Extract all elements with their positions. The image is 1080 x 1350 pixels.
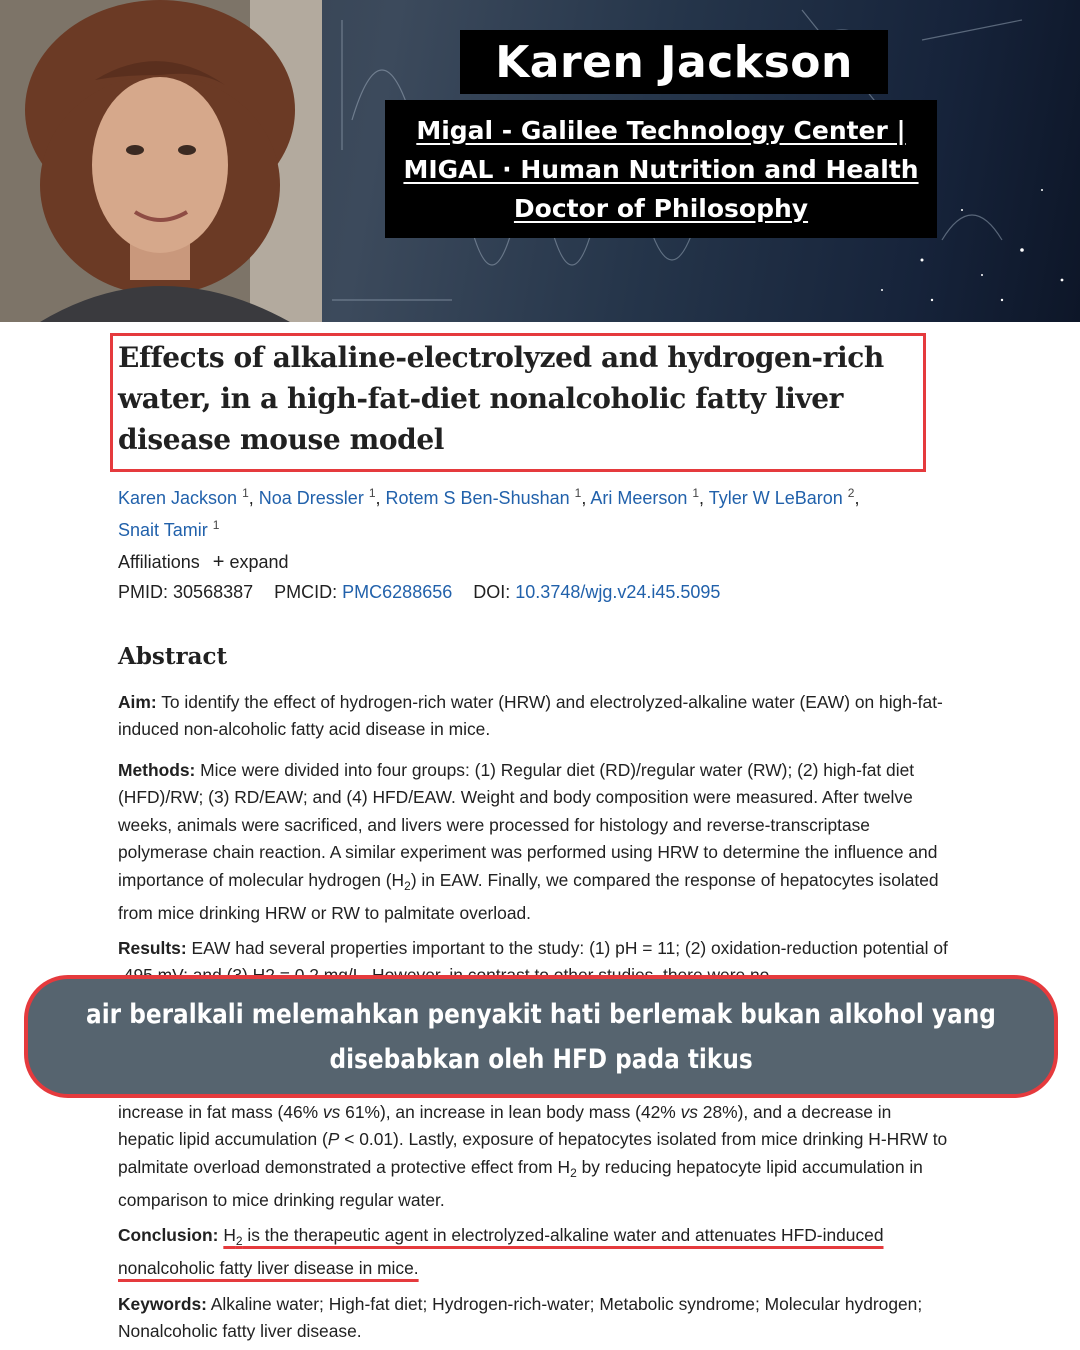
doi-label: DOI: [473, 582, 511, 602]
affiliations-toggle[interactable] [118, 550, 289, 574]
aim-text: To identify the effect of hydrogen-rich water (HRW) and electrolyzed-alkaline water (EAW) on high-fat-induced non-alcoholic fatty acid disease in mice. [118, 692, 943, 740]
keywords-label: Keywords: [118, 1294, 207, 1314]
abstract-keywords [118, 1291, 948, 1346]
author-link[interactable]: Rotem S Ben-Shushan [385, 488, 570, 508]
affiliation-line-2[interactable]: MIGAL · Human Nutrition and Health [403, 154, 919, 184]
affiliation-line-1[interactable]: Migal - Galilee Technology Center | [416, 115, 906, 145]
results-text-part: increase in fat mass (46% [118, 1102, 323, 1122]
results-text-part: 61%), an increase in lean body mass (42% [340, 1102, 681, 1122]
caption-line-2: disebabkan oleh HFD pada tikus [329, 1043, 753, 1075]
subscript: 2 [235, 1234, 243, 1248]
pmcid-link[interactable]: PMC6288656 [342, 582, 453, 602]
pmid-label: PMID: [118, 582, 169, 602]
pmcid-label: PMCID: [274, 582, 338, 602]
results-p-value-label: P [327, 1129, 340, 1150]
author-link[interactable]: Ari Meerson [590, 488, 688, 508]
conclusion-h: H [223, 1225, 236, 1245]
header-banner [0, 0, 1080, 322]
person-name: Karen Jackson [495, 36, 853, 88]
results-text-part: 28%), and a decrease in hepatic lipid accumulation ( [118, 1102, 892, 1150]
abstract-results-continued [118, 1099, 948, 1215]
portrait-photo [0, 0, 322, 322]
author-affiliation-number: 1 [212, 518, 220, 532]
abstract-heading: Abstract [118, 643, 228, 670]
abstract-methods [118, 757, 948, 927]
conclusion-underlined-text [118, 1225, 884, 1278]
results-text-part: by reducing hepatocyte lipid accumulation in comparison to mice drinking regular water. [118, 1156, 923, 1211]
author-affiliation-number: 1 [692, 486, 700, 500]
author-link[interactable]: Tyler W LeBaron [708, 488, 843, 508]
expand-label: expand [229, 552, 289, 572]
author-affiliation-number: 1 [242, 486, 249, 500]
article-title: Effects of alkaline-electrolyzed and hydrogen-rich water, in a high-fat-diet nonalcoholic fatty liver disease mouse model [118, 341, 884, 456]
pmid-value: 30568387 [173, 582, 254, 602]
results-text-part: < 0.01). Lastly, exposure of hepatocytes isolated from mice drinking H-HRW to palmitate overload demonstrated a protective effect from H [118, 1129, 948, 1177]
results-vs: vs [322, 1102, 341, 1122]
affiliation-line-3[interactable]: Doctor of Philosophy [513, 193, 809, 223]
abstract-aim [118, 689, 948, 744]
methods-text: Mice were divided into four groups: (1) Regular diet (RD)/regular water (RW); (2) high-fat diet (HFD)/RW; (3) RD/EAW; and (4) HFD/EAW. Weight and body composition were measured. After twelve weeks, animals were sacrificed, and livers were processed for histology and reverse-transcriptase polymerase chain reaction. A similar experiment was performed using HRW to determine the influence and importance of molecular hydrogen (H [118, 760, 938, 890]
aim-label: Aim: [118, 692, 157, 712]
author-affiliation-number: 1 [574, 486, 582, 500]
name-label-box [460, 30, 888, 94]
abstract-conclusion [118, 1222, 948, 1283]
results-label: Results: [118, 938, 187, 958]
subscript: 2 [570, 1165, 577, 1180]
affiliations-label: Affiliations [118, 552, 200, 572]
author-link[interactable]: Karen Jackson [118, 488, 238, 508]
methods-label: Methods: [118, 760, 196, 780]
conclusion-text: is the therapeutic agent in electrolyzed-alkaline water and attenuates HFD-induced nonalcoholic fatty liver disease in mice. [118, 1225, 884, 1279]
author-list: Karen Jackson $^1$, Noa Dressler $^1$, Rotem S Ben-Shushan $^1$, Ari Meerson $^1$, Tyler W LeBaron $^2$, Snait Tamir $^1$ [118, 486, 860, 540]
results-text: EAW had several properties important to the study: (1) pH = 11; (2) oxidation-reduction potential of [191, 938, 948, 958]
article-identifiers [118, 580, 720, 604]
methods-text-continued: ) in EAW. Finally, we compared the response of hepatocytes isolated from mice drinking HRW or RW to palmitate overload. [118, 869, 939, 924]
doi-link[interactable]: 10.3748/wjg.v24.i45.5095 [515, 582, 721, 602]
plus-icon: + [212, 551, 225, 573]
portrait-illustration [0, 0, 322, 322]
author-link[interactable]: Snait Tamir [118, 520, 208, 540]
conclusion-label: Conclusion: [118, 1225, 219, 1245]
keywords-text: Alkaline water; High-fat diet; Hydrogen-rich-water; Metabolic syndrome; Molecular hydrogen; Nonalcoholic fatty liver disease. [118, 1294, 923, 1342]
subscript: 2 [404, 878, 411, 893]
caption-line-1: air beralkali melemahkan penyakit hati berlemak bukan alkohol yang [86, 998, 996, 1030]
results-vs: vs [680, 1102, 698, 1122]
caption-overlay [24, 975, 1058, 1098]
author-affiliation-number: 1 [368, 486, 376, 500]
author-affiliation-number: 2 [847, 486, 855, 500]
affiliation-label-box [385, 100, 937, 238]
author-link[interactable]: Noa Dressler [258, 488, 364, 508]
abstract-results [118, 935, 948, 972]
